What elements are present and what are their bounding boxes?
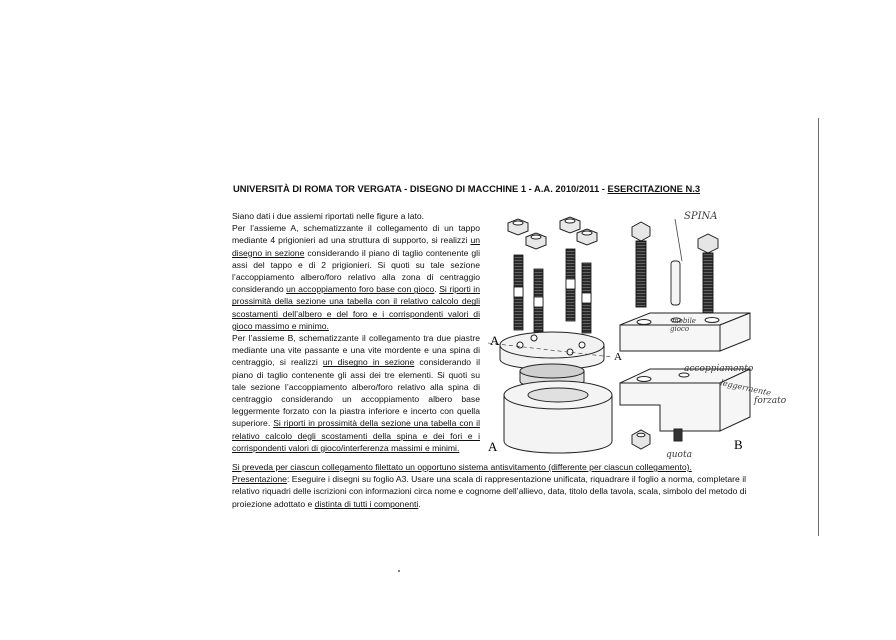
assembly-figure (484, 205, 814, 463)
bottom-nut-icon (632, 429, 682, 449)
hand-note-quota: quota (666, 450, 692, 460)
assieme-a-paragraph: Per l’assieme A, schematizzante il collegamento di un tappo mediante 4 prigionieri ad una struttura di supporto, si realizzi un disegno in sezione considerando il piano di taglio contenente gli assi del tappo e di 2 prigionieri. Si quoti su tale sezione l’accoppiamento albero/foro relativo alla zona di centraggio considerando un accoppiamento foro base con gioco. Si riporti in prossimità della sezione una tabella con il relativo calcolo degli scostamenti dell’albero e del foro e i corrispondenti valori di gioco massimo e minimo. (232, 223, 480, 331)
assembly-drawing (484, 205, 814, 463)
section-a-left-label: A (490, 333, 500, 348)
intro-paragraph: Siano dati i due assiemi riportati nelle figure a lato. (232, 211, 425, 221)
assembly-a-label: A (488, 439, 498, 454)
support-structure-icon (504, 381, 612, 453)
header-title: UNIVERSITÀ DI ROMA TOR VERGATA - DISEGNO DI MACCHINE 1 - A.A. 2010/2011 - (233, 183, 608, 194)
nut-icon (508, 217, 597, 249)
scan-speck (398, 570, 400, 572)
footer-instructions (232, 461, 760, 510)
hand-note-gioco: gioco (670, 325, 690, 333)
assignment-body (232, 210, 480, 454)
section-a-right-label: A (614, 351, 622, 363)
scan-edge-line (818, 118, 819, 536)
lower-plate-icon (620, 369, 750, 431)
stud-icon (514, 249, 591, 337)
antisvitamento-note: Si preveda per ciascun collegamento filettato un opportuno sistema antisvitamento (differente per ciascun collegamento). (232, 462, 692, 472)
assembly-b-label: B (734, 437, 743, 452)
document-header (233, 183, 700, 194)
hand-note-accoppiamento: accoppiamento (684, 364, 754, 374)
hand-note-leggermente: leggermente (719, 378, 772, 398)
pin-icon (671, 219, 682, 305)
cap-icon (500, 332, 604, 388)
hand-note-forzato: forzato (754, 396, 787, 406)
assieme-b-paragraph: Per l’assieme B, schematizzante il collegamento tra due piastre mediante una vite passante e una vite mordente e una spina di centraggio, si realizzi un disegno in sezione considerando il piano di taglio contenente gli assi dei tre elementi. Si quoti su tale sezione l’accoppiamento albero/foro relativo alla spina di centraggio considerando un accoppiamento albero base leggermente forzato con la piastra inferiore e incerto con quella superiore. Si riporti in prossimità della sezione una tabella con il relativo calcolo degli scostamenti della spina e dei fori e i corrispondenti valori di gioco/interferenza massimi e minimi. (232, 333, 480, 453)
hand-note-spina: SPINA (684, 211, 718, 222)
hand-note-mobile: mobile (672, 317, 696, 325)
presentazione-paragraph: Presentazione: Eseguire i disegni su foglio A3. Usare una scala di rappresentazione unificata, riquadrare il foglio a norma, completare il relativo riquadri delle iscrizioni con informazioni circa nome e cognome dell’allievo, data, titolo della tavola, scala, simbolo del metodo di proiezione adottato e distinta di tutti i componenti. (232, 474, 747, 509)
header-exercise: ESERCITAZIONE N.3 (607, 183, 701, 194)
